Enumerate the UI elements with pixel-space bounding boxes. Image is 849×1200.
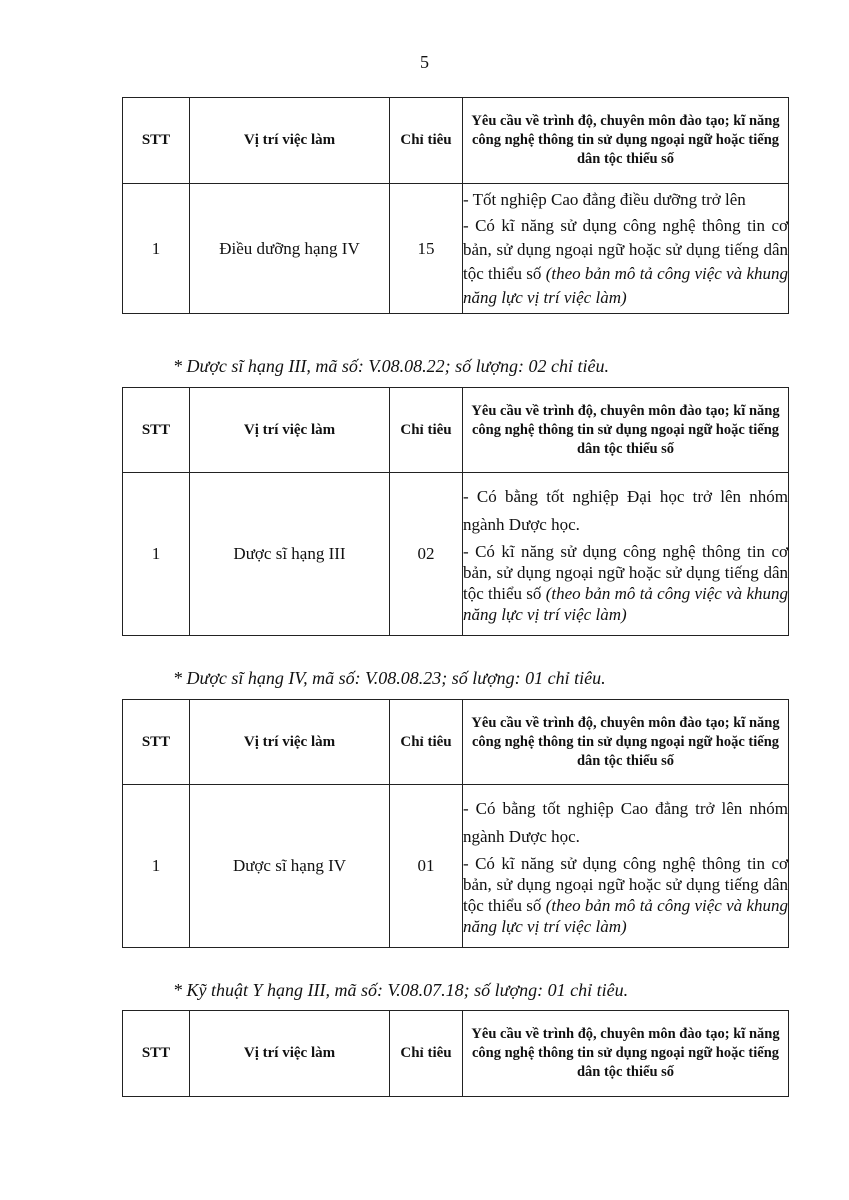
- table-row: [123, 184, 789, 314]
- header-requirements: Yêu cầu về trình độ, chuyên môn đào tạo; kĩ năng công nghệ thông tin sử dụng ngoại ngữ hoặc tiếng dân tộc thiểu số: [463, 1011, 789, 1097]
- section-heading-pharmacist-iv: * Dược sĩ hạng IV, mã số: V.08.08.23; số lượng: 01 chỉ tiêu.: [173, 668, 606, 688]
- requirement-degree: - Có bằng tốt nghiệp Đại học trở lên nhóm ngành Dược học.: [463, 487, 788, 534]
- section-heading-medical-technician-iii: * Kỹ thuật Y hạng III, mã số: V.08.07.18; số lượng: 01 chỉ tiêu.: [173, 980, 629, 1000]
- cell-stt: 1: [123, 184, 190, 314]
- header-requirements: Yêu cầu về trình độ, chuyên môn đào tạo; kĩ năng công nghệ thông tin sử dụng ngoại ngữ hoặc tiếng dân tộc thiểu số: [463, 98, 789, 184]
- table-header-row: [123, 700, 789, 785]
- requirement-skills: - Có kĩ năng sử dụng công nghệ thông tin cơ bản, sử dụng ngoại ngữ hoặc sử dụng tiếng dân tộc thiểu số (theo bản mô tả công việc và khung năng lực vị trí việc làm): [463, 215, 788, 307]
- header-position: Vị trí việc làm: [190, 388, 390, 473]
- header-quota: Chỉ tiêu: [390, 98, 463, 184]
- header-requirements: Yêu cầu về trình độ, chuyên môn đào tạo; kĩ năng công nghệ thông tin sử dụng ngoại ngữ hoặc tiếng dân tộc thiểu số: [463, 388, 789, 473]
- requirement-skills: - Có kĩ năng sử dụng công nghệ thông tin cơ bản, sử dụng ngoại ngữ hoặc sử dụng tiếng dân tộc thiểu số (theo bản mô tả công việc và khung năng lực vị trí việc làm): [463, 542, 788, 624]
- table-header-row: [123, 98, 789, 184]
- header-stt: STT: [123, 700, 190, 785]
- table-row: [123, 785, 789, 948]
- requirement-degree: - Có bằng tốt nghiệp Cao đẳng trở lên nhóm ngành Dược học.: [463, 799, 788, 846]
- cell-requirements: [463, 473, 789, 636]
- page-number: 5: [420, 52, 429, 72]
- cell-quota: 15: [390, 184, 463, 314]
- cell-position: Điều dưỡng hạng IV: [190, 184, 390, 314]
- cell-quota: 01: [390, 785, 463, 948]
- requirement-note: (theo bản mô tả công việc và khung năng lực vị trí việc làm): [463, 584, 788, 624]
- cell-quota: 02: [390, 473, 463, 636]
- cell-position: Dược sĩ hạng IV: [190, 785, 390, 948]
- recruitment-table-pharmacist-iv: [122, 699, 789, 948]
- header-stt: STT: [123, 1011, 190, 1097]
- cell-requirements: [463, 785, 789, 948]
- cell-position: Dược sĩ hạng III: [190, 473, 390, 636]
- requirement-degree: - Tốt nghiệp Cao đẳng điều dưỡng trở lên: [463, 189, 746, 209]
- header-position: Vị trí việc làm: [190, 700, 390, 785]
- recruitment-table-pharmacist-iii: [122, 387, 789, 636]
- table-row: [123, 473, 789, 636]
- header-quota: Chỉ tiêu: [390, 700, 463, 785]
- header-quota: Chỉ tiêu: [390, 1011, 463, 1097]
- cell-stt: 1: [123, 473, 190, 636]
- recruitment-table-medical-technician-iii: [122, 1010, 789, 1097]
- requirement-note: (theo bản mô tả công việc và khung năng lực vị trí việc làm): [463, 263, 788, 307]
- table-header-row: [123, 388, 789, 473]
- header-stt: STT: [123, 98, 190, 184]
- cell-stt: 1: [123, 785, 190, 948]
- header-quota: Chỉ tiêu: [390, 388, 463, 473]
- requirement-skills: - Có kĩ năng sử dụng công nghệ thông tin cơ bản, sử dụng ngoại ngữ hoặc sử dụng tiếng dân tộc thiểu số (theo bản mô tả công việc và khung năng lực vị trí việc làm): [463, 854, 788, 936]
- header-requirements: Yêu cầu về trình độ, chuyên môn đào tạo; kĩ năng công nghệ thông tin sử dụng ngoại ngữ hoặc tiếng dân tộc thiểu số: [463, 700, 789, 785]
- table-header-row: [123, 1011, 789, 1097]
- recruitment-table-nursing: [122, 97, 789, 314]
- cell-requirements: [463, 184, 789, 314]
- section-heading-pharmacist-iii: * Dược sĩ hạng III, mã số: V.08.08.22; số lượng: 02 chỉ tiêu.: [173, 356, 609, 376]
- requirement-note: (theo bản mô tả công việc và khung năng lực vị trí việc làm): [463, 896, 788, 936]
- header-position: Vị trí việc làm: [190, 98, 390, 184]
- header-stt: STT: [123, 388, 190, 473]
- header-position: Vị trí việc làm: [190, 1011, 390, 1097]
